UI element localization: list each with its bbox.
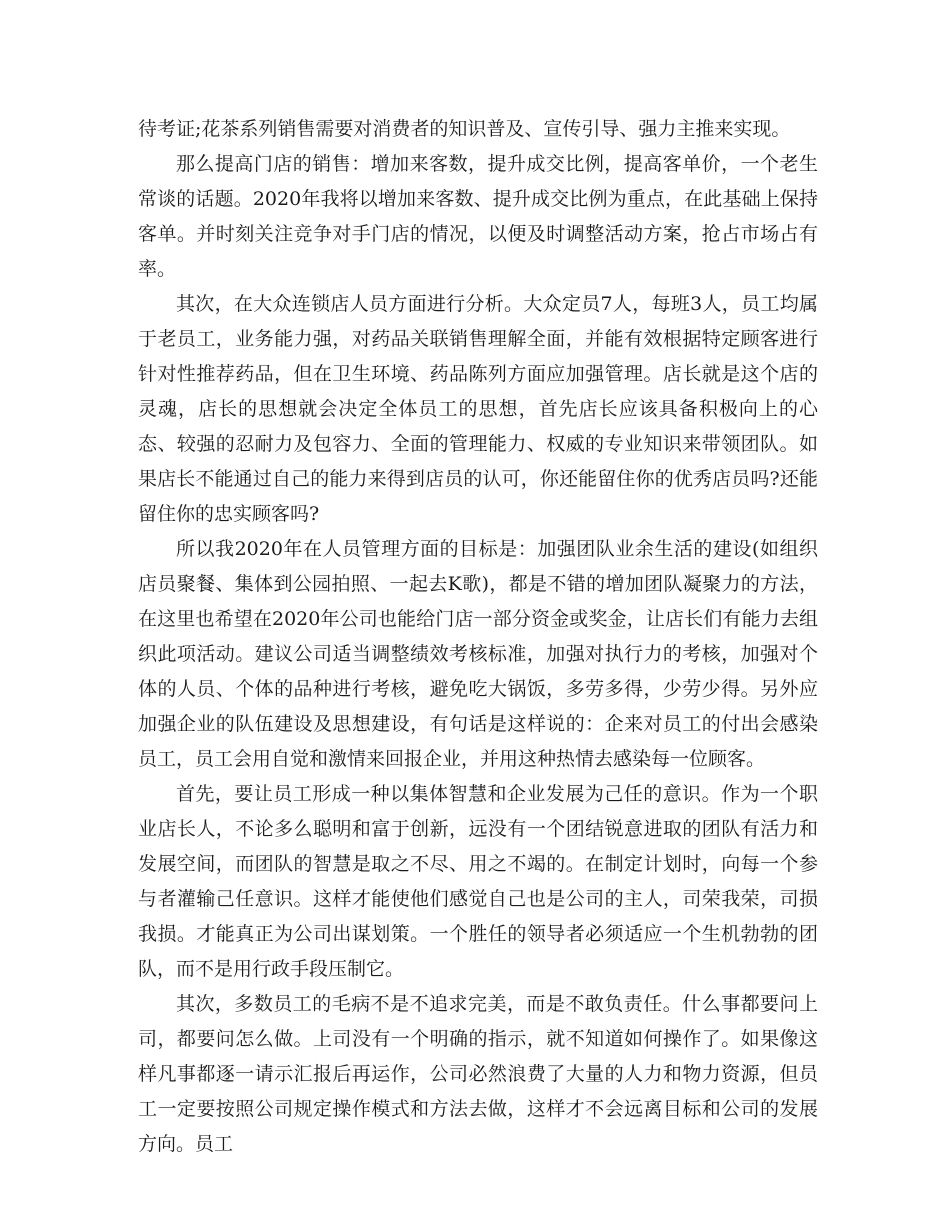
paragraph: 其次，在大众连锁店人员方面进行分析。大众定员7人，每班3人，员工均属于老员工，业务能力强，对药品关联销售理解全面，并能有效根据特定顾客进行针对性推荐药品，但在卫生环境、药品陈列方面应加强管理。店长就是这个店的灵魂，店长的思想就会决定全体员工的思想，首先店长应该具备积极向上的心态、较强的忍耐力及包容力、全面的管理能力、权威的专业知识来带领团队。如果店长不能通过自己的能力来得到店员的认可，你还能留住你的优秀店员吗?还能留住你的忠实顾客吗? [138,293,818,525]
paragraph: 首先，要让员工形成一种以集体智慧和企业发展为己任的意识。作为一个职业店长人，不论多么聪明和富于创新，远没有一个团结锐意进取的团队有活力和发展空间，而团队的智慧是取之不尽、用之不竭的。在制定计划时，向每一个参与者灌输己任意识。这样才能使他们感觉自己也是公司的主人，司荣我荣，司损我损。才能真正为公司出谋划策。一个胜任的领导者必须适应一个生机勃勃的团队，而不是用行政手段压制它。 [138,783,818,980]
paragraph: 那么提高门店的销售：增加来客数，提升成交比例，提高客单价，一个老生常谈的话题。2020年我将以增加来客数、提升成交比例为重点，在此基础上保持客单。并时刻关注竞争对手门店的情况，以便及时调整活动方案，抢占市场占有率。 [138,153,818,280]
document-body [138,112,818,1162]
paragraph: 待考证;花茶系列销售需要对消费者的知识普及、宣传引导、强力主推来实现。 [138,118,791,140]
paragraph: 所以我2020年在人员管理方面的目标是：加强团队业余生活的建设(如组织店员聚餐、集体到公园拍照、一起去K歌)，都是不错的增加团队凝聚力的方法，在这里也希望在2020年公司也能给门店一部分资金或奖金，让店长们有能力去组织此项活动。建议公司适当调整绩效考核标准，加强对执行力的考核，加强对个体的人员、个体的品种进行考核，避免吃大锅饭，多劳多得，少劳少得。另外应加强企业的队伍建设及思想建设，有句话是这样说的：企来对员工的付出会感染员工，员工会用自觉和激情来回报企业，并用这种热情去感染每一位顾客。 [138,538,818,770]
paragraph: 其次，多数员工的毛病不是不追求完美，而是不敢负责任。什么事都要问上司，都要问怎么做。上司没有一个明确的指示，就不知道如何操作了。如果像这样凡事都逐一请示汇报后再运作，公司必然浪费了大量的人力和物力资源，但员工一定要按照公司规定操作模式和方法去做，这样才不会远离目标和公司的发展方向。员工 [138,993,818,1155]
